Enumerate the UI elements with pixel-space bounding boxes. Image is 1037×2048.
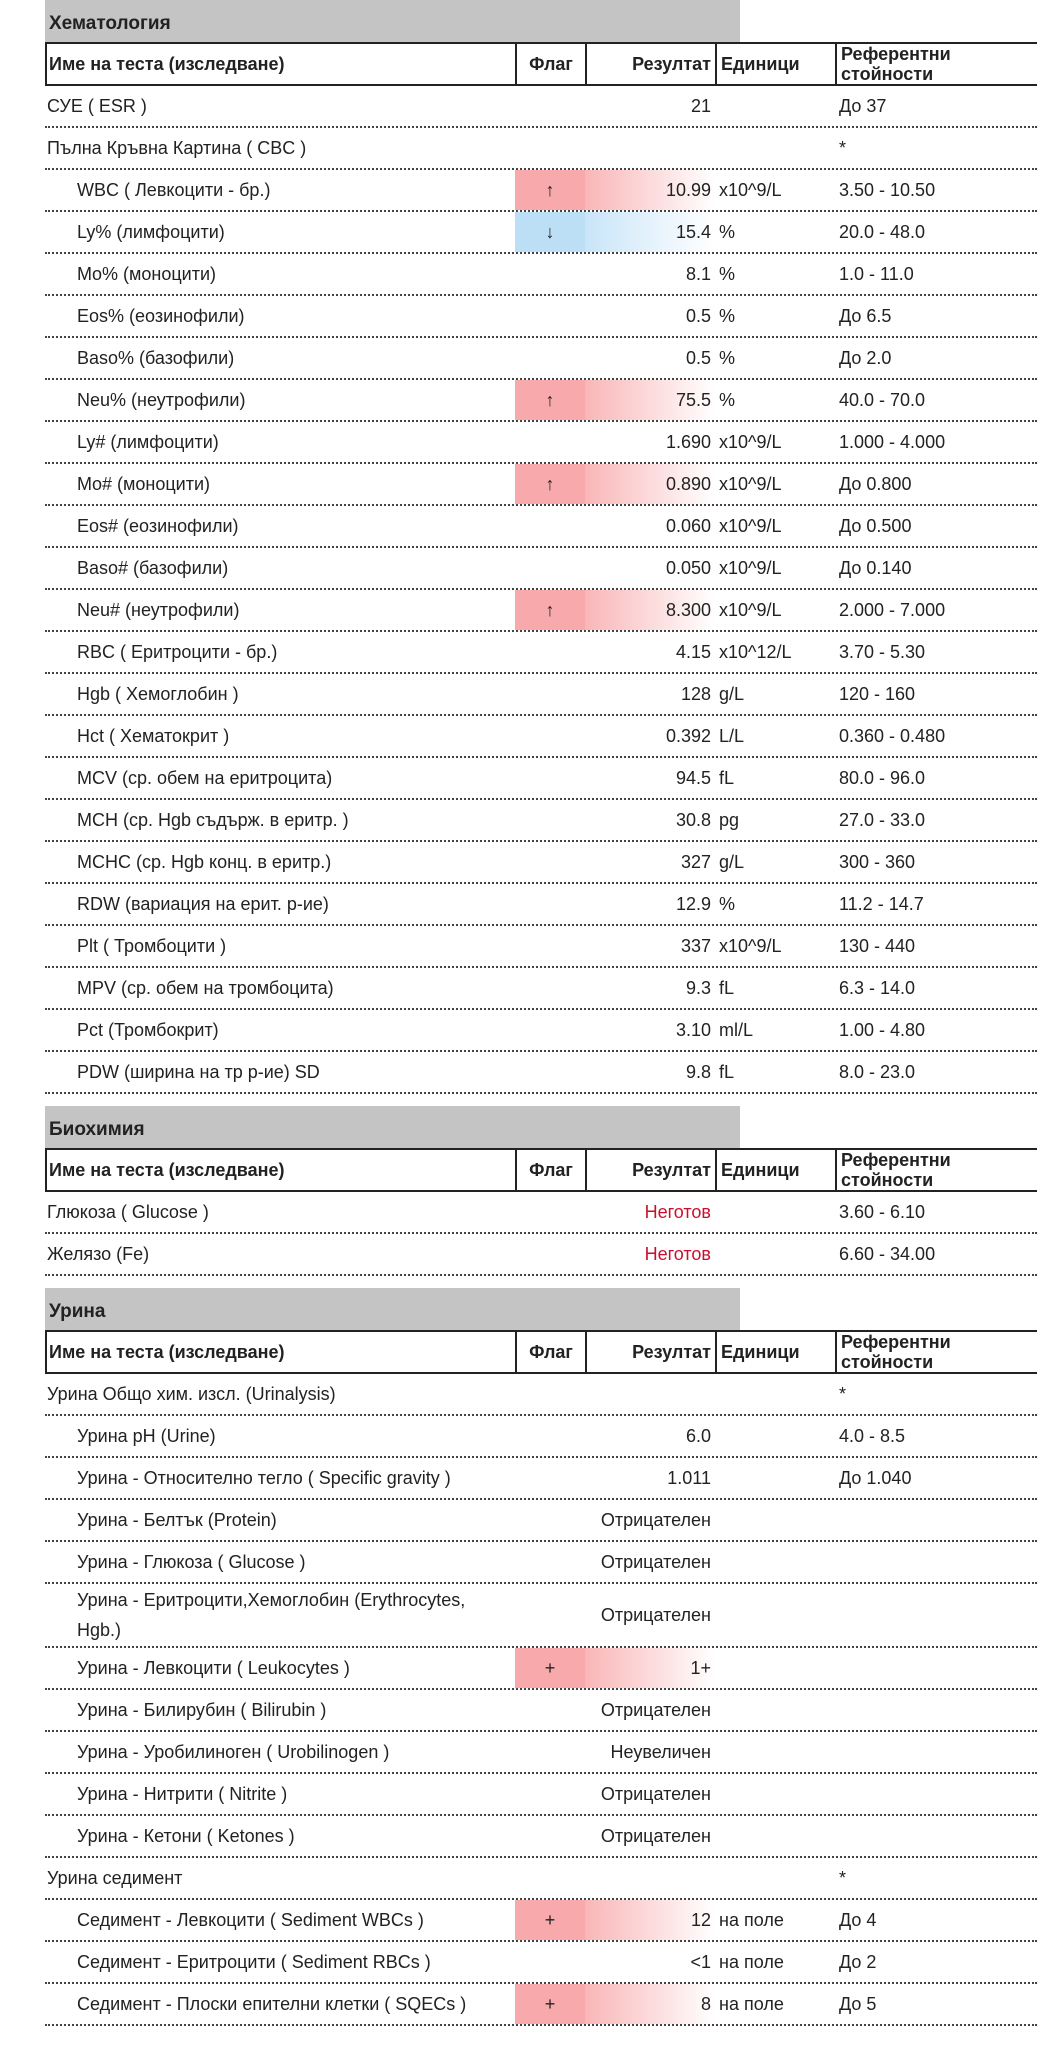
result-cell bbox=[585, 884, 715, 924]
result-cell bbox=[585, 1010, 715, 1050]
table-row bbox=[45, 1732, 1037, 1774]
units: % bbox=[719, 221, 736, 242]
table-row bbox=[45, 1374, 1037, 1416]
flag-cell bbox=[515, 1942, 585, 1982]
table-row bbox=[45, 674, 1037, 716]
reference-range: 120 - 160 bbox=[839, 683, 916, 704]
result-cell bbox=[585, 170, 715, 210]
result-value: 0.060 bbox=[665, 515, 711, 536]
units: на поле bbox=[719, 1993, 784, 2014]
test-name: Урина - Левкоцити ( Leukocytes ) bbox=[77, 1657, 350, 1678]
result-cell bbox=[585, 716, 715, 756]
result-value: 0.392 bbox=[665, 725, 711, 746]
result-value: 12.9 bbox=[675, 893, 711, 914]
plus-flag: + bbox=[544, 1993, 556, 2014]
flag-cell bbox=[515, 422, 585, 462]
section-gap bbox=[0, 1276, 1037, 1288]
result-cell bbox=[585, 1858, 715, 1898]
flag-cell bbox=[515, 926, 585, 966]
result-value: Отрицателен bbox=[600, 1509, 711, 1530]
result-cell bbox=[585, 1900, 715, 1940]
table-row bbox=[45, 1052, 1037, 1094]
units: x10^12/L bbox=[719, 641, 792, 662]
table-row bbox=[45, 128, 1037, 170]
units: fL bbox=[719, 1061, 735, 1082]
table-row bbox=[45, 758, 1037, 800]
result-cell bbox=[585, 338, 715, 378]
test-name: Седимент - Левкоцити ( Sediment WBCs ) bbox=[77, 1909, 424, 1930]
table-row bbox=[45, 506, 1037, 548]
flag-cell bbox=[515, 1010, 585, 1050]
table-row bbox=[45, 884, 1037, 926]
flag-cell bbox=[515, 800, 585, 840]
result-value: 15.4 bbox=[675, 221, 711, 242]
result-cell bbox=[585, 1584, 715, 1646]
result-cell bbox=[585, 254, 715, 294]
table-row bbox=[45, 1858, 1037, 1900]
result-value: 1+ bbox=[690, 1657, 711, 1678]
table-row bbox=[45, 1234, 1037, 1276]
table-row bbox=[45, 86, 1037, 128]
flag-cell bbox=[515, 296, 585, 336]
flag-cell bbox=[515, 1984, 585, 2024]
flag-cell bbox=[515, 1816, 585, 1856]
result-cell bbox=[585, 464, 715, 504]
test-name: Урина - Кетони ( Ketones ) bbox=[77, 1825, 295, 1846]
test-name: Baso% (базофили) bbox=[77, 347, 235, 368]
reference-range: * bbox=[839, 137, 847, 158]
flag-cell bbox=[515, 842, 585, 882]
result-cell bbox=[585, 212, 715, 252]
result-value: 128 bbox=[680, 683, 711, 704]
table-row bbox=[45, 548, 1037, 590]
table-row bbox=[45, 842, 1037, 884]
test-name: MCHC (ср. Hgb конц. в еритр.) bbox=[77, 851, 332, 872]
table-row bbox=[45, 380, 1037, 422]
reference-range: До 1.040 bbox=[839, 1467, 912, 1488]
flag-cell bbox=[515, 86, 585, 126]
result-value: 1.011 bbox=[667, 1467, 711, 1488]
test-name: Урина pH (Urine) bbox=[77, 1425, 216, 1446]
reference-range: 3.60 - 6.10 bbox=[839, 1201, 926, 1222]
reference-range: До 2.0 bbox=[839, 347, 892, 368]
table-row bbox=[45, 1774, 1037, 1816]
result-value: 9.8 bbox=[685, 1061, 711, 1082]
reference-range: * bbox=[839, 1383, 847, 1404]
flag-cell bbox=[515, 1732, 585, 1772]
header-name: Име на теста (изследване) bbox=[45, 1332, 515, 1372]
header-name: Име на теста (изследване) bbox=[45, 44, 515, 84]
test-name: Седимент - Еритроцити ( Sediment RBCs ) bbox=[77, 1951, 431, 1972]
units: x10^9/L bbox=[719, 431, 782, 452]
result-cell bbox=[585, 1732, 715, 1772]
reference-range: До 4 bbox=[839, 1909, 877, 1930]
flag-cell bbox=[515, 128, 585, 168]
result-value: Отрицателен bbox=[600, 1551, 711, 1572]
result-cell bbox=[585, 1458, 715, 1498]
flag-cell bbox=[515, 716, 585, 756]
units: pg bbox=[719, 809, 740, 830]
reference-range: 3.70 - 5.30 bbox=[839, 641, 926, 662]
arrow-up-icon: ↑ bbox=[545, 473, 555, 494]
test-name: Глюкоза ( Glucose ) bbox=[47, 1201, 209, 1222]
reference-range: 20.0 - 48.0 bbox=[839, 221, 926, 242]
result-cell bbox=[585, 380, 715, 420]
units: % bbox=[719, 347, 736, 368]
table-row bbox=[45, 590, 1037, 632]
result-cell bbox=[585, 86, 715, 126]
table-row bbox=[45, 800, 1037, 842]
test-name: Mo% (моноцити) bbox=[77, 263, 216, 284]
table-row bbox=[45, 926, 1037, 968]
test-name: Plt ( Тромбоцити ) bbox=[77, 935, 227, 956]
header-units: Единици bbox=[715, 1332, 835, 1372]
header-flag: Флаг bbox=[515, 44, 585, 84]
table-row bbox=[45, 1648, 1037, 1690]
units: g/L bbox=[719, 851, 745, 872]
test-name: RBC ( Еритроцити - бр.) bbox=[77, 641, 278, 662]
reference-range: До 0.500 bbox=[839, 515, 912, 536]
test-name: Hct ( Хематокрит ) bbox=[77, 725, 230, 746]
reference-range: До 5 bbox=[839, 1993, 877, 2014]
units: x10^9/L bbox=[719, 473, 782, 494]
units: % bbox=[719, 389, 736, 410]
reference-range: До 0.140 bbox=[839, 557, 912, 578]
units: на поле bbox=[719, 1951, 784, 1972]
flag-cell bbox=[515, 1192, 585, 1232]
result-value: 9.3 bbox=[685, 977, 711, 998]
reference-range: 8.0 - 23.0 bbox=[839, 1061, 916, 1082]
table-row bbox=[45, 968, 1037, 1010]
section-gap bbox=[0, 1094, 1037, 1106]
result-value: 6.0 bbox=[685, 1425, 711, 1446]
section-title: Хематология bbox=[45, 0, 740, 42]
flag-cell bbox=[515, 1648, 585, 1688]
result-value: 1.690 bbox=[665, 431, 711, 452]
test-name: СУЕ ( ESR ) bbox=[47, 95, 147, 116]
table-row bbox=[45, 716, 1037, 758]
header-name: Име на теста (изследване) bbox=[45, 1150, 515, 1190]
test-name: Урина - Уробилиноген ( Urobilinogen ) bbox=[77, 1741, 390, 1762]
table-row bbox=[45, 464, 1037, 506]
units: x10^9/L bbox=[719, 599, 782, 620]
units: x10^9/L bbox=[719, 515, 782, 536]
result-cell bbox=[585, 926, 715, 966]
header-result: Резултат bbox=[585, 1150, 715, 1190]
result-cell bbox=[585, 296, 715, 336]
result-value: Неувеличен bbox=[610, 1741, 711, 1762]
test-name: Neu# (неутрофили) bbox=[77, 599, 240, 620]
result-cell bbox=[585, 800, 715, 840]
result-value: 4.15 bbox=[675, 641, 711, 662]
flag-cell bbox=[515, 1584, 585, 1646]
result-cell bbox=[585, 1648, 715, 1688]
flag-cell bbox=[515, 674, 585, 714]
flag-cell bbox=[515, 254, 585, 294]
table-header bbox=[45, 42, 1037, 86]
flag-cell bbox=[515, 380, 585, 420]
flag-cell bbox=[515, 1542, 585, 1582]
flag-cell bbox=[515, 464, 585, 504]
test-name: Пълна Кръвна Картина ( CBC ) bbox=[47, 137, 307, 158]
test-name: Урина - Билирубин ( Bilirubin ) bbox=[77, 1699, 327, 1720]
table-row bbox=[45, 1984, 1037, 2026]
result-value: 0.890 bbox=[665, 473, 711, 494]
test-name: MPV (ср. обем на тромбоцита) bbox=[77, 977, 334, 998]
table-row bbox=[45, 212, 1037, 254]
result-cell bbox=[585, 842, 715, 882]
result-value: 94.5 bbox=[675, 767, 711, 788]
table-row bbox=[45, 338, 1037, 380]
flag-cell bbox=[515, 1690, 585, 1730]
flag-cell bbox=[515, 1458, 585, 1498]
table-header bbox=[45, 1330, 1037, 1374]
header-ref: Референтни стойности bbox=[835, 44, 1037, 84]
test-name: Hgb ( Хемоглобин ) bbox=[77, 683, 239, 704]
test-name: Урина - Нитрити ( Nitrite ) bbox=[77, 1783, 288, 1804]
test-name: Урина седимент bbox=[47, 1867, 183, 1888]
result-cell bbox=[585, 1052, 715, 1092]
units: fL bbox=[719, 977, 735, 998]
test-name: RDW (вариация на ерит. р-ие) bbox=[77, 893, 329, 914]
units: % bbox=[719, 893, 736, 914]
flag-cell bbox=[515, 1774, 585, 1814]
header-ref: Референтни стойности bbox=[835, 1332, 1037, 1372]
test-name: Eos# (еозинофили) bbox=[77, 515, 239, 536]
section-1 bbox=[45, 1106, 1037, 1276]
flag-cell bbox=[515, 170, 585, 210]
plus-flag: + bbox=[544, 1909, 556, 1930]
reference-range: 6.3 - 14.0 bbox=[839, 977, 916, 998]
result-cell bbox=[585, 1192, 715, 1232]
table-row bbox=[45, 1192, 1037, 1234]
reference-range: 2.000 - 7.000 bbox=[839, 599, 946, 620]
reference-range: До 6.5 bbox=[839, 305, 892, 326]
result-cell bbox=[585, 548, 715, 588]
table-row bbox=[45, 254, 1037, 296]
result-cell bbox=[585, 1500, 715, 1540]
flag-cell bbox=[515, 590, 585, 630]
header-units: Единици bbox=[715, 1150, 835, 1190]
table-header bbox=[45, 1148, 1037, 1192]
header-flag: Флаг bbox=[515, 1332, 585, 1372]
section-2 bbox=[45, 1288, 1037, 2026]
result-cell bbox=[585, 674, 715, 714]
table-row bbox=[45, 1458, 1037, 1500]
result-value: 337 bbox=[680, 935, 711, 956]
reference-range: 130 - 440 bbox=[839, 935, 916, 956]
result-value: 8 bbox=[700, 1993, 711, 2014]
result-value: Отрицателен bbox=[600, 1783, 711, 1804]
units: на поле bbox=[719, 1909, 784, 1930]
result-cell bbox=[585, 968, 715, 1008]
flag-cell bbox=[515, 212, 585, 252]
result-cell bbox=[585, 128, 715, 168]
units: g/L bbox=[719, 683, 745, 704]
section-title: Биохимия bbox=[45, 1106, 740, 1148]
units: % bbox=[719, 263, 736, 284]
test-name: WBC ( Левкоцити - бр.) bbox=[77, 179, 271, 200]
test-name: Урина - Белтък (Protein) bbox=[77, 1509, 277, 1530]
units: fL bbox=[719, 767, 735, 788]
header-result: Резултат bbox=[585, 44, 715, 84]
units: x10^9/L bbox=[719, 557, 782, 578]
result-cell bbox=[585, 1816, 715, 1856]
table-row bbox=[45, 1416, 1037, 1458]
reference-range: До 37 bbox=[839, 95, 887, 116]
test-name: Neu% (неутрофили) bbox=[77, 389, 246, 410]
result-value: Отрицателен bbox=[600, 1699, 711, 1720]
table-row bbox=[45, 1900, 1037, 1942]
result-cell bbox=[585, 1374, 715, 1414]
table-row bbox=[45, 170, 1037, 212]
header-units: Единици bbox=[715, 44, 835, 84]
arrow-up-icon: ↑ bbox=[545, 179, 555, 200]
test-name: Желязо (Fe) bbox=[47, 1243, 150, 1264]
result-value: 75.5 bbox=[675, 389, 711, 410]
reference-range: До 0.800 bbox=[839, 473, 912, 494]
table-row bbox=[45, 1584, 1037, 1648]
arrow-down-icon: ↓ bbox=[545, 221, 555, 242]
result-cell bbox=[585, 1542, 715, 1582]
table-row bbox=[45, 1690, 1037, 1732]
arrow-up-icon: ↑ bbox=[545, 599, 555, 620]
result-cell bbox=[585, 422, 715, 462]
result-value: 30.8 bbox=[675, 809, 711, 830]
result-cell bbox=[585, 1984, 715, 2024]
result-value: Неготов bbox=[644, 1201, 711, 1222]
result-cell bbox=[585, 1416, 715, 1456]
flag-cell bbox=[515, 632, 585, 672]
result-value: 12 bbox=[690, 1909, 711, 1930]
result-cell bbox=[585, 1774, 715, 1814]
result-value: 0.5 bbox=[685, 305, 711, 326]
test-name: PDW (ширина на тр р-ие) SD bbox=[77, 1061, 320, 1082]
flag-cell bbox=[515, 1858, 585, 1898]
reference-range: 6.60 - 34.00 bbox=[839, 1243, 936, 1264]
flag-cell bbox=[515, 1500, 585, 1540]
reference-range: 40.0 - 70.0 bbox=[839, 389, 926, 410]
test-name: Седимент - Плоски епителни клетки ( SQECs ) bbox=[77, 1993, 467, 2014]
result-value: Отрицателен bbox=[600, 1604, 711, 1625]
units: % bbox=[719, 305, 736, 326]
units: x10^9/L bbox=[719, 935, 782, 956]
table-row bbox=[45, 1942, 1037, 1984]
result-value: 3.10 bbox=[675, 1019, 711, 1040]
table-row bbox=[45, 422, 1037, 464]
table-row bbox=[45, 296, 1037, 338]
test-name: MCV (ср. обем на еритроцита) bbox=[77, 767, 333, 788]
result-cell bbox=[585, 758, 715, 798]
reference-range: 1.0 - 11.0 bbox=[839, 263, 914, 284]
table-row bbox=[45, 1542, 1037, 1584]
units: ml/L bbox=[719, 1019, 754, 1040]
flag-cell bbox=[515, 506, 585, 546]
result-value: <1 bbox=[690, 1951, 711, 1972]
reference-range: 1.00 - 4.80 bbox=[839, 1019, 926, 1040]
result-cell bbox=[585, 1234, 715, 1274]
result-value: 8.300 bbox=[665, 599, 711, 620]
test-name: MCH (ср. Hgb съдърж. в еритр. ) bbox=[77, 809, 349, 830]
test-name: Ly% (лимфоцити) bbox=[77, 221, 225, 242]
test-name: Baso# (базофили) bbox=[77, 557, 229, 578]
result-cell bbox=[585, 1942, 715, 1982]
reference-range: 1.000 - 4.000 bbox=[839, 431, 946, 452]
flag-cell bbox=[515, 1900, 585, 1940]
test-name: Урина - Глюкоза ( Glucose ) bbox=[77, 1551, 306, 1572]
result-value: 8.1 bbox=[685, 263, 711, 284]
table-row bbox=[45, 632, 1037, 674]
plus-flag: + bbox=[544, 1657, 556, 1678]
test-name: Урина - Относително тегло ( Specific gravity ) bbox=[77, 1467, 451, 1488]
flag-cell bbox=[515, 548, 585, 588]
flag-cell bbox=[515, 968, 585, 1008]
flag-cell bbox=[515, 1416, 585, 1456]
reference-range: 80.0 - 96.0 bbox=[839, 767, 926, 788]
result-cell bbox=[585, 1690, 715, 1730]
reference-range: 27.0 - 33.0 bbox=[839, 809, 926, 830]
table-row bbox=[45, 1010, 1037, 1052]
result-value: 327 bbox=[680, 851, 711, 872]
result-value: Отрицателен bbox=[600, 1825, 711, 1846]
table-row bbox=[45, 1816, 1037, 1858]
units: x10^9/L bbox=[719, 179, 782, 200]
result-value: 21 bbox=[690, 95, 711, 116]
units: L/L bbox=[719, 725, 745, 746]
header-flag: Флаг bbox=[515, 1150, 585, 1190]
flag-cell bbox=[515, 1052, 585, 1092]
result-cell bbox=[585, 632, 715, 672]
flag-cell bbox=[515, 1374, 585, 1414]
reference-range: 300 - 360 bbox=[839, 851, 916, 872]
reference-range: 0.360 - 0.480 bbox=[839, 725, 946, 746]
test-name: Урина - Еритроцити,Хемоглобин (Erythrocytes, Hgb.) bbox=[77, 1590, 466, 1640]
test-name: Pct (Тромбокрит) bbox=[77, 1019, 219, 1040]
result-value: 0.5 bbox=[685, 347, 711, 368]
flag-cell bbox=[515, 884, 585, 924]
result-value: 0.050 bbox=[665, 557, 711, 578]
result-value: Неготов bbox=[644, 1243, 711, 1264]
result-cell bbox=[585, 590, 715, 630]
table-row bbox=[45, 1500, 1037, 1542]
test-name: Eos% (еозинофили) bbox=[77, 305, 245, 326]
section-title: Урина bbox=[45, 1288, 740, 1330]
arrow-up-icon: ↑ bbox=[545, 389, 555, 410]
result-value: 10.99 bbox=[665, 179, 711, 200]
flag-cell bbox=[515, 338, 585, 378]
header-result: Резултат bbox=[585, 1332, 715, 1372]
reference-range: 3.50 - 10.50 bbox=[839, 179, 936, 200]
test-name: Mo# (моноцити) bbox=[77, 473, 211, 494]
reference-range: 11.2 - 14.7 bbox=[839, 893, 924, 914]
test-name: Ly# (лимфоцити) bbox=[77, 431, 219, 452]
section-0 bbox=[45, 0, 1037, 1094]
header-ref: Референтни стойности bbox=[835, 1150, 1037, 1190]
result-cell bbox=[585, 506, 715, 546]
reference-range: До 2 bbox=[839, 1951, 877, 1972]
reference-range: 4.0 - 8.5 bbox=[839, 1425, 906, 1446]
test-name: Урина Общо хим. изсл. (Urinalysis) bbox=[47, 1383, 336, 1404]
flag-cell bbox=[515, 1234, 585, 1274]
flag-cell bbox=[515, 758, 585, 798]
reference-range: * bbox=[839, 1867, 847, 1888]
